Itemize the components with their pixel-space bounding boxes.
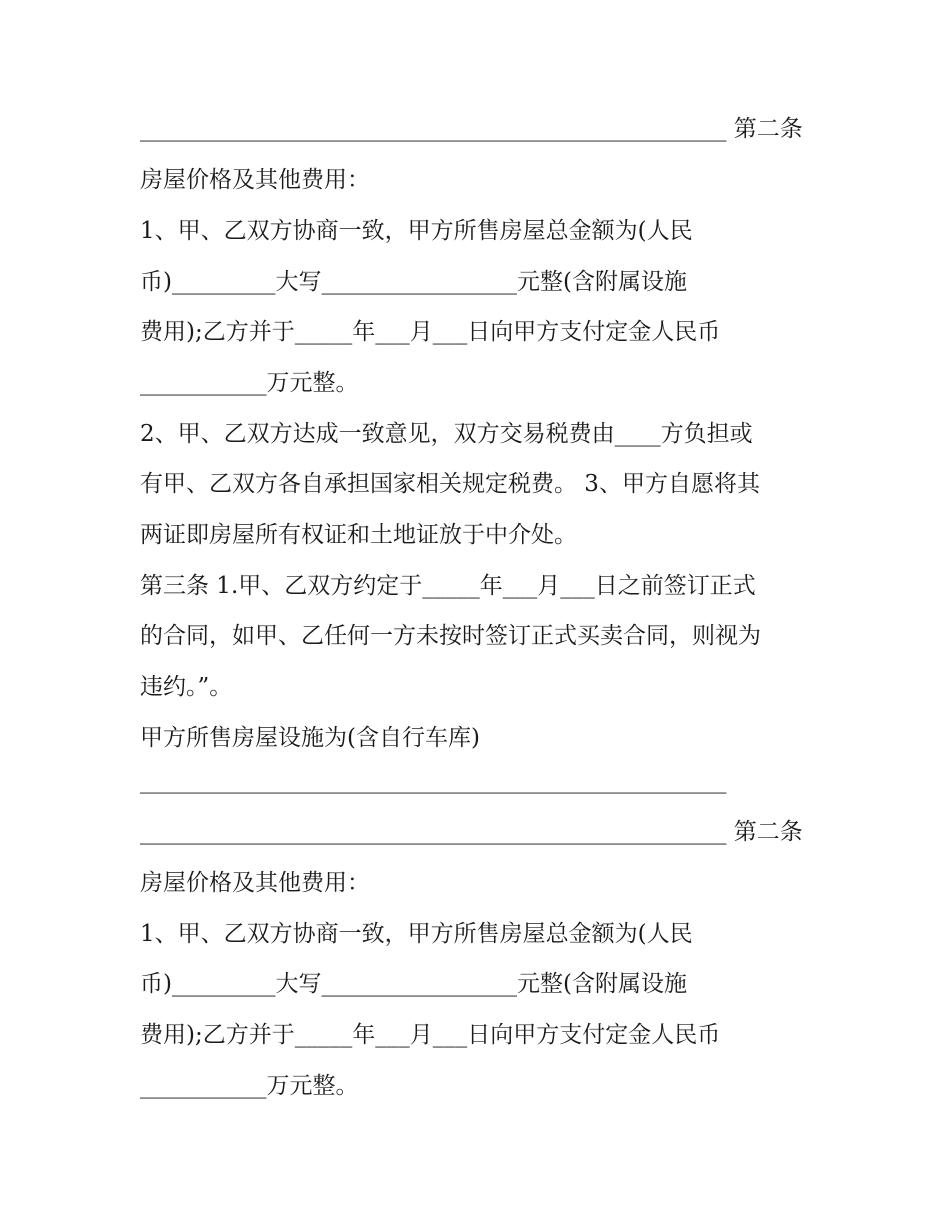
- text-line: 的合同，如甲、乙任何一方未按时签订正式买卖合同，则视为: [140, 623, 761, 649]
- text-line: ___________________________________________________: [140, 768, 727, 794]
- text-line: 甲方所售房屋设施为(含自行车库): [140, 725, 480, 751]
- text-line: ___________________________________________________ 第二条: [140, 819, 803, 845]
- text-line: 房屋价格及其他费用：: [140, 870, 370, 896]
- text-line: 房屋价格及其他费用：: [140, 167, 370, 193]
- text-line: 第三条 1.甲、乙双方约定于_____年___月___日之前签订正式: [140, 573, 756, 599]
- text-line: ___________________________________________________ 第二条: [140, 116, 803, 142]
- text-line: ___________万元整。: [140, 370, 359, 396]
- text-line: 币)_________大写_________________元整(含附属设施: [140, 971, 687, 997]
- text-line: 币)_________大写_________________元整(含附属设施: [140, 269, 687, 295]
- text-line: 2、甲、乙双方达成一致意见，双方交易税费由____方负担或: [140, 421, 753, 447]
- text-line: 费用);乙方并于_____年___月___日向甲方支付定金人民币: [140, 1022, 721, 1048]
- text-line: 有甲、乙双方各自承担国家相关规定税费。 3、甲方自愿将其: [140, 471, 760, 497]
- text-line: 两证即房屋所有权证和土地证放于中介处。: [140, 522, 577, 548]
- text-line: 违约。”。: [140, 674, 233, 700]
- text-line: 费用);乙方并于_____年___月___日向甲方支付定金人民币: [140, 319, 721, 345]
- text-line: ___________万元整。: [140, 1073, 359, 1099]
- text-line: 1、甲、乙双方协商一致，甲方所售房屋总金额为(人民: [140, 921, 693, 947]
- text-line: 1、甲、乙双方协商一致，甲方所售房屋总金额为(人民: [140, 218, 693, 244]
